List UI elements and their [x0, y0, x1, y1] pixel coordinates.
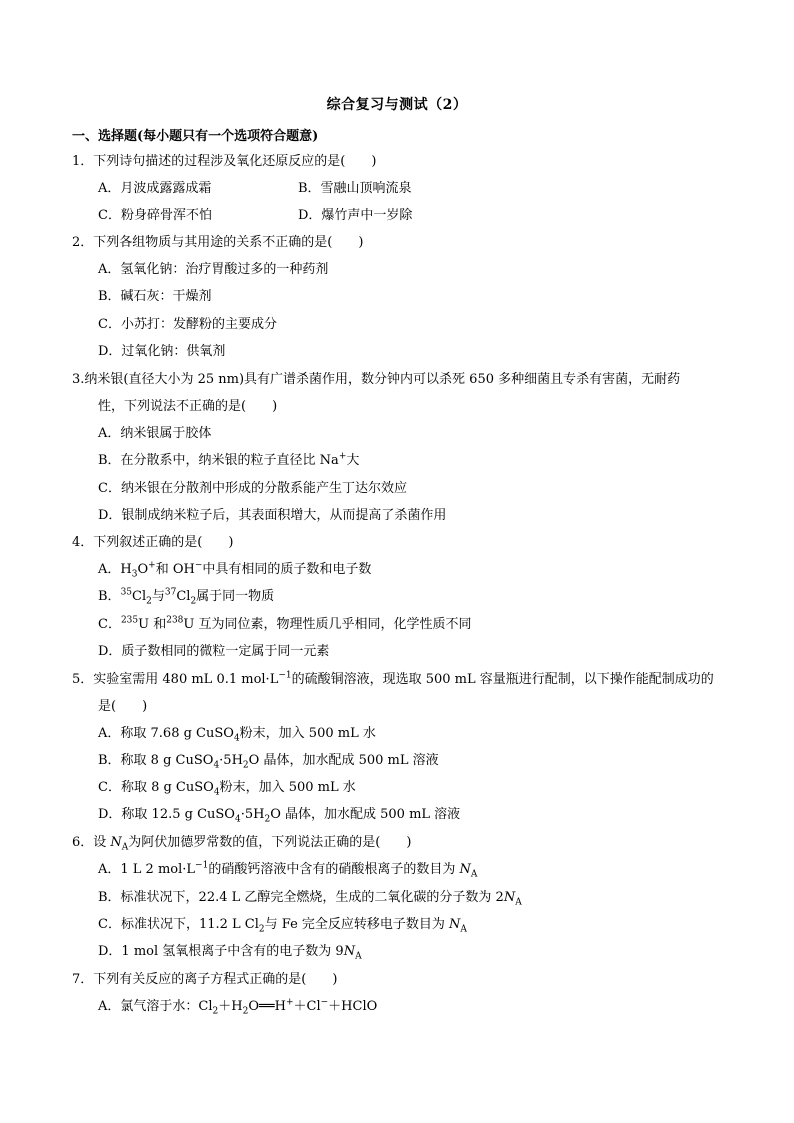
- question-3-stem-line-2: 性，下列说法不正确的是( ): [98, 399, 278, 414]
- question-5-stem-line-1: 5．实验室需用 480 mL 0.1 $mol\cdot L^{-1}$的硫酸铜溶液，现选取 500 mL 容量瓶进行配制，以下操作能配制成功的: [72, 670, 714, 687]
- question-6-stem: 6．设 $N_A$为阿伏加德罗常数的值，下列说法正确的是( ): [72, 835, 412, 853]
- question-2-option-a: A．氢氧化钠：治疗胃酸过多的一种药剂: [98, 262, 329, 277]
- question-4-option-d: D．质子数相同的微粒一定属于同一元素: [98, 644, 330, 659]
- question-5-stem-line-2: 是( ): [98, 699, 148, 714]
- question-5-option-a: A．称取 7.68 g CuSO$_4$粉末，加入 500 mL 水: [98, 726, 376, 744]
- question-7-stem: 7．下列有关反应的离子方程式正确的是( ): [72, 972, 338, 987]
- question-2-option-b: B．碱石灰：干燥剂: [98, 289, 212, 304]
- question-4-option-c: C．$^{235}$U 和$^{238}$U 互为同位素，物理性质几乎相同，化学性质不同: [98, 615, 472, 632]
- question-1-option-a: A．月波成露露成霜: [98, 181, 212, 196]
- question-6-option-d: D．1 mol 氢氧根离子中含有的电子数为 $9N_A$: [98, 944, 362, 962]
- question-5-option-b: B．称取 8 g $CuSO_4\cdot 5H_2O$ 晶体，加水配成 500 mL 溶液: [98, 753, 439, 771]
- question-2-option-d: D．过氧化钠：供氧剂: [98, 344, 226, 359]
- question-1-option-d: D．爆竹声中一岁除: [298, 208, 413, 223]
- question-3-option-c: C．纳米银在分散剂中形成的分散系能产生丁达尔效应: [98, 481, 407, 496]
- question-3-stem-line-1: 3.纳米银(直径大小为 25 nm)具有广谱杀菌作用，数分钟内可以杀死 650 多种细菌且专杀有害菌，无耐药: [72, 372, 681, 387]
- question-3-option-d: D．银制成纳米粒子后，其表面积增大，从而提高了杀菌作用: [98, 508, 447, 523]
- page-title: 综合复习与测试（2）: [326, 97, 468, 113]
- question-7-option-a: A．氯气溶于水：$Cl_2+H_2O══H^++Cl^-+HClO$: [98, 997, 378, 1017]
- question-2-stem: 2．下列各组物质与其用途的关系不正确的是( ): [72, 235, 364, 250]
- question-6-option-b: B．标准状况下，22.4 L 乙醇完全燃烧，生成的二氧化碳的分子数为 $2N_A$: [98, 890, 522, 908]
- question-3-option-b: B．在分散系中，纳米银的粒子直径比 Na+大: [98, 451, 360, 468]
- section-heading: 一、选择题(每小题只有一个选项符合题意): [72, 129, 319, 144]
- question-1-stem: 1．下列诗句描述的过程涉及氧化还原反应的是( ): [72, 154, 377, 169]
- question-6-option-c: C．标准状况下，11.2 L $Cl_2$与 Fe 完全反应转移电子数目为 $N_A$: [98, 917, 467, 935]
- question-1-option-c: C．粉身碎骨浑不怕: [98, 208, 212, 223]
- question-5-option-c: C．称取 8 g CuSO$_4$粉末，加入 500 mL 水: [98, 780, 356, 798]
- question-4-option-a: A．$H_3O^+$和 OH−中具有相同的质子数和电子数: [98, 560, 372, 580]
- question-4-stem: 4．下列叙述正确的是( ): [72, 535, 234, 550]
- question-3-option-a: A．纳米银属于胶体: [98, 426, 212, 441]
- question-1-option-b: B．雪融山顶响流泉: [298, 181, 412, 196]
- question-4-option-b: B．$^{35}Cl_2$与$^{37}Cl_2$属于同一物质: [98, 587, 275, 607]
- question-6-option-a: A．1 L 2 $mol\cdot L^{-1}$的硝酸钙溶液中含有的硝酸根离子的数目为 $N_A$: [98, 860, 478, 880]
- question-2-option-c: C．小苏打：发酵粉的主要成分: [98, 317, 277, 332]
- question-5-option-d: D．称取 12.5 g $CuSO_4\cdot 5H_2O$ 晶体，加水配成 500 mL 溶液: [98, 807, 461, 825]
